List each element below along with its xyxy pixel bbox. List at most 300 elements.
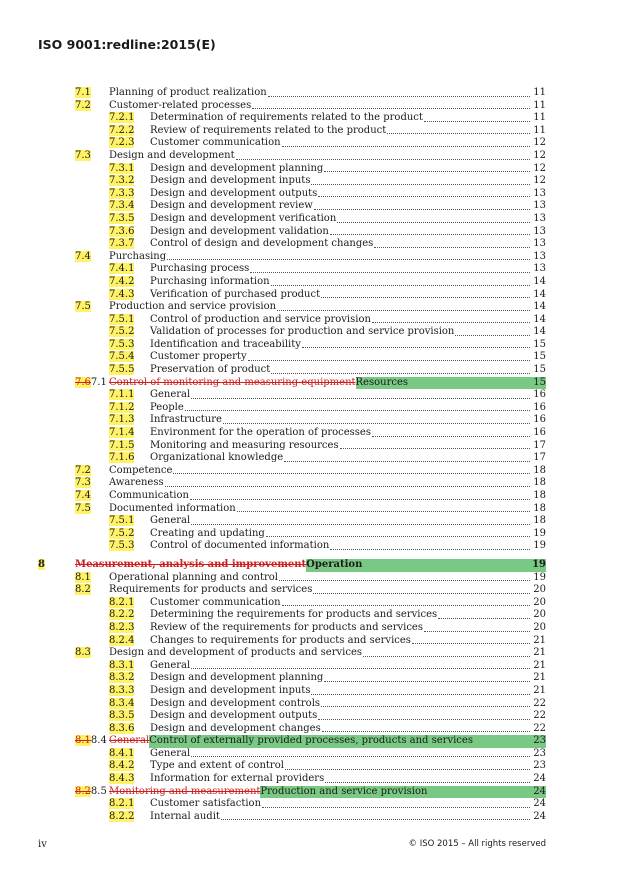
dot-leader — [311, 694, 530, 695]
section-number: 7.5.1 — [109, 313, 135, 325]
toc-entry[interactable] — [0, 226, 620, 239]
section-title: Customer communication — [150, 596, 281, 608]
page-number: 23 — [533, 760, 546, 772]
section-title: Determination of requirements related to the product — [150, 112, 423, 124]
section-number: 7.3.5 — [109, 212, 135, 224]
section-number: 7.3.7 — [109, 238, 135, 250]
dot-leader — [318, 719, 530, 720]
dot-leader — [248, 360, 531, 361]
dot-leader — [330, 234, 530, 235]
toc-entry-number — [109, 339, 134, 352]
toc-entry[interactable] — [0, 647, 620, 660]
toc-entry-number — [109, 188, 134, 201]
dot-leader — [313, 593, 530, 594]
toc-entry-number — [75, 572, 91, 585]
page-number: iv — [38, 839, 47, 850]
toc-entry-number — [75, 465, 91, 478]
deleted-section-number: 8.1 — [75, 735, 91, 747]
toc-entry[interactable] — [0, 175, 620, 188]
page-number: 13 — [533, 263, 546, 275]
toc-entry-title — [150, 339, 546, 352]
dot-leader — [191, 398, 530, 399]
toc-entry[interactable] — [0, 798, 620, 811]
dot-leader — [185, 410, 531, 411]
section-title: Design and development planning — [150, 162, 324, 174]
section-number: 8.3.6 — [109, 722, 135, 734]
section-title: Design and development planning — [150, 672, 324, 684]
page-number: 21 — [533, 634, 546, 646]
page-number: 16 — [533, 414, 546, 426]
toc-entry[interactable] — [0, 87, 620, 100]
dot-leader — [372, 322, 530, 323]
section-number: 8.2.2 — [109, 609, 135, 621]
page-number: 24 — [533, 785, 546, 797]
toc-entry-number — [109, 125, 134, 138]
toc-entry[interactable] — [0, 452, 620, 465]
toc-entry[interactable] — [0, 364, 620, 377]
dot-leader — [282, 605, 531, 606]
toc-entry-title — [150, 760, 546, 773]
page-number: 20 — [533, 609, 546, 621]
inserted-title: Operation — [306, 558, 363, 570]
toc-entry-title — [150, 635, 546, 648]
toc-entry-number — [109, 748, 134, 761]
section-title: Design and development validation — [150, 225, 329, 237]
page-number: 23 — [533, 735, 546, 747]
toc-entry-title — [109, 735, 546, 748]
toc-entry[interactable] — [0, 100, 620, 113]
section-number: 7.4 — [75, 250, 91, 262]
toc-entry-title — [150, 276, 546, 289]
toc-entry-title — [150, 326, 546, 339]
page-number: 13 — [533, 212, 546, 224]
section-title: Design and development controls — [150, 697, 321, 709]
dot-leader — [322, 731, 531, 732]
inserted-title: Resources — [355, 376, 409, 388]
section-title: Preservation of product — [150, 364, 271, 376]
dot-leader — [455, 335, 530, 336]
section-number: 7.3.3 — [109, 187, 135, 199]
section-title: Design and development changes — [150, 722, 321, 734]
toc-entry-title — [150, 188, 546, 201]
section-number: 7.3.4 — [109, 200, 135, 212]
toc-entry-number — [109, 698, 134, 711]
toc-entry[interactable] — [0, 188, 620, 201]
toc-entry-number — [109, 672, 134, 685]
section-number: 8.4.1 — [109, 747, 135, 759]
page-number: 21 — [533, 647, 546, 659]
toc-entry-title — [150, 125, 546, 138]
page-number: 15 — [533, 376, 546, 388]
section-title: General — [150, 515, 191, 527]
section-number: 7.2 — [75, 464, 91, 476]
toc-entry-number — [75, 251, 91, 264]
section-number: 7.2 — [75, 99, 91, 111]
page-number: 19 — [533, 571, 546, 583]
toc-entry[interactable] — [0, 200, 620, 213]
section-title: General — [150, 747, 191, 759]
toc-entry[interactable] — [0, 414, 620, 427]
dot-leader — [250, 272, 530, 273]
section-title: Determining the requirements for products and services — [150, 609, 438, 621]
toc-entry[interactable] — [0, 377, 620, 390]
dot-leader — [424, 631, 530, 632]
toc-entry-title — [150, 710, 546, 723]
section-number: 7.1.6 — [109, 452, 135, 464]
dot-leader — [324, 171, 530, 172]
page-number: 14 — [533, 301, 546, 313]
toc-entry[interactable] — [0, 760, 620, 773]
section-number: 7.1.4 — [109, 427, 135, 439]
toc-entry[interactable] — [0, 609, 620, 622]
toc-entry-number — [109, 773, 134, 786]
page-number: 13 — [533, 238, 546, 250]
section-title: Documented information — [109, 502, 236, 514]
toc-entry[interactable] — [0, 503, 620, 516]
section-title: General — [150, 659, 191, 671]
toc-entry-number — [109, 609, 134, 622]
toc-entry-title — [150, 213, 546, 226]
section-number: 7.1.3 — [109, 414, 135, 426]
section-number: 7.1.2 — [109, 401, 135, 413]
toc-entry-title — [150, 622, 546, 635]
section-title: Control of documented information — [150, 540, 330, 552]
toc-entry-title — [150, 175, 546, 188]
section-number: 7.5.5 — [109, 364, 135, 376]
toc-entry[interactable] — [0, 723, 620, 736]
section-number: 8.1 — [75, 571, 91, 583]
toc-entry-number — [75, 786, 107, 799]
section-number: 8.2.2 — [109, 810, 135, 822]
toc-entry-title — [150, 402, 546, 415]
toc-entry[interactable] — [0, 477, 620, 490]
toc-entry[interactable] — [0, 622, 620, 635]
dot-leader — [271, 373, 530, 374]
dot-leader — [262, 807, 530, 808]
deleted-title: Measurement, analysis and improvement — [75, 558, 307, 570]
toc-entry-title — [150, 773, 546, 786]
toc-entry[interactable] — [0, 597, 620, 610]
toc-entry-title — [109, 87, 546, 100]
section-number: 7.5.2 — [109, 527, 135, 539]
toc-entry[interactable] — [0, 301, 620, 314]
toc-entry-number — [38, 559, 45, 572]
toc-entry-number — [109, 402, 134, 415]
toc-entry-title — [150, 798, 546, 811]
toc-entry[interactable] — [0, 251, 620, 264]
toc-entry-title — [150, 414, 546, 427]
page-number: 23 — [533, 747, 546, 759]
toc-entry[interactable] — [0, 572, 620, 585]
toc-entry-title — [150, 698, 546, 711]
toc-entry[interactable] — [0, 263, 620, 276]
toc-entry-number — [109, 427, 134, 440]
toc-entry-title — [150, 440, 546, 453]
toc-entry[interactable] — [0, 389, 620, 402]
page-number: 21 — [533, 672, 546, 684]
dot-leader — [191, 668, 530, 669]
toc-entry[interactable] — [0, 427, 620, 440]
toc-entry[interactable] — [0, 811, 620, 824]
section-title: Customer communication — [150, 137, 281, 149]
dot-leader — [236, 159, 531, 160]
toc-entry[interactable] — [0, 685, 620, 698]
section-number: 7.4.1 — [109, 263, 135, 275]
toc-entry-number — [109, 364, 134, 377]
section-title: Design and development outputs — [150, 710, 318, 722]
section-title: Design and development review — [150, 200, 313, 212]
section-number: 7.1.1 — [109, 389, 135, 401]
section-title: Requirements for products and services — [109, 584, 313, 596]
section-title: Monitoring and measuring resources — [150, 439, 339, 451]
section-title: Design and development outputs — [150, 187, 318, 199]
section-number: 8.2.1 — [109, 798, 135, 810]
section-title: Planning of product realization — [109, 87, 267, 98]
toc-entry-number — [109, 660, 134, 673]
section-number: 8.3.2 — [109, 672, 135, 684]
page-number: 11 — [533, 99, 546, 111]
section-number: 8.4.3 — [109, 773, 135, 785]
table-of-contents — [0, 87, 620, 823]
dot-leader — [337, 222, 530, 223]
page-number: 18 — [533, 515, 546, 527]
toc-entry[interactable] — [0, 163, 620, 176]
toc-entry[interactable] — [0, 440, 620, 453]
section-number: 8.3.5 — [109, 710, 135, 722]
toc-entry-title — [109, 647, 546, 660]
section-title: Type and extent of control — [150, 760, 284, 772]
toc-entry-number — [75, 301, 91, 314]
toc-entry[interactable] — [0, 786, 620, 799]
toc-entry[interactable] — [0, 326, 620, 339]
toc-entry-title — [109, 786, 546, 799]
page-number: 22 — [533, 710, 546, 722]
toc-entry-number — [75, 477, 91, 490]
page-number: 18 — [533, 490, 546, 501]
dot-leader — [167, 259, 530, 260]
dot-leader — [279, 580, 530, 581]
page-number: 17 — [533, 439, 546, 451]
inserted-section-number: 8.5 — [90, 785, 107, 797]
section-number: 8 — [38, 558, 45, 570]
section-number: 7.3.1 — [109, 162, 135, 174]
toc-entry[interactable] — [0, 402, 620, 415]
dot-leader — [311, 184, 530, 185]
toc-entry-title — [109, 584, 546, 597]
toc-entry[interactable] — [0, 465, 620, 478]
page-number: 16 — [533, 427, 546, 439]
dot-leader — [372, 436, 530, 437]
inserted-title: Production and service provision — [260, 785, 428, 797]
deleted-section-number: 7.6 — [75, 376, 91, 388]
section-title: Awareness — [109, 477, 164, 489]
dot-leader — [237, 511, 531, 512]
page-number: 18 — [533, 502, 546, 514]
page-number: 22 — [533, 697, 546, 709]
section-title: Operational planning and control — [109, 571, 278, 583]
deleted-section-number: 8.2 — [75, 785, 91, 797]
toc-entry-title — [150, 351, 546, 364]
section-title: Communication — [109, 490, 189, 501]
page-number: 13 — [533, 250, 546, 262]
section-title: Creating and updating — [150, 527, 265, 539]
toc-entry[interactable] — [0, 137, 620, 150]
section-title: Purchasing — [109, 250, 167, 262]
toc-entry-number — [109, 710, 134, 723]
toc-entry-number — [109, 263, 134, 276]
toc-entry[interactable] — [0, 276, 620, 289]
section-number: 8.4.2 — [109, 760, 135, 772]
page-number: 20 — [533, 584, 546, 596]
toc-entry-title — [150, 200, 546, 213]
toc-entry[interactable] — [0, 339, 620, 352]
page-number: 21 — [533, 684, 546, 696]
toc-entry[interactable] — [0, 540, 620, 553]
document-header: ISO 9001:redline:2015(E) — [38, 37, 216, 52]
dot-leader — [271, 285, 531, 286]
section-number: 7.3.2 — [109, 175, 135, 187]
dot-leader — [387, 133, 530, 134]
toc-entry[interactable] — [0, 559, 620, 572]
toc-entry-number — [75, 150, 91, 163]
section-number: 8.3 — [75, 647, 91, 659]
section-title: Purchasing information — [150, 275, 270, 287]
toc-entry-number — [109, 389, 134, 402]
toc-entry[interactable] — [0, 125, 620, 138]
toc-entry[interactable] — [0, 748, 620, 761]
page-number: 17 — [533, 452, 546, 464]
copyright-notice: © ISO 2015 – All rights reserved — [408, 839, 546, 849]
toc-entry[interactable] — [0, 213, 620, 226]
toc-entry[interactable] — [0, 351, 620, 364]
toc-entry-number — [109, 622, 134, 635]
section-number: 7.2.1 — [109, 112, 135, 124]
toc-entry[interactable] — [0, 238, 620, 251]
page-number: 14 — [533, 288, 546, 300]
dot-leader — [321, 297, 530, 298]
toc-entry-number — [109, 226, 134, 239]
dot-leader — [438, 618, 530, 619]
inserted-section-number: 7.1 — [90, 376, 107, 388]
toc-entry-number — [75, 584, 91, 597]
section-number: 7.3.6 — [109, 225, 135, 237]
toc-entry-title — [75, 559, 546, 572]
toc-entry-number — [109, 515, 134, 528]
toc-entry[interactable] — [0, 490, 620, 503]
toc-entry-number — [109, 314, 134, 327]
section-number: 7.1.5 — [109, 439, 135, 451]
toc-entry-number — [109, 200, 134, 213]
inserted-section-number: 8.4 — [90, 735, 107, 747]
toc-entry[interactable] — [0, 735, 620, 748]
section-title: Internal audit — [150, 810, 220, 822]
toc-entry[interactable] — [0, 672, 620, 685]
toc-entry[interactable] — [0, 314, 620, 327]
toc-entry-number — [109, 276, 134, 289]
toc-entry-title — [150, 515, 546, 528]
section-title: People — [150, 401, 184, 413]
page-number: 18 — [533, 464, 546, 476]
page-number: 11 — [533, 112, 546, 124]
toc-entry-number — [109, 112, 134, 125]
toc-entry[interactable] — [0, 710, 620, 723]
section-title: Infrastructure — [150, 414, 222, 426]
page-number: 20 — [533, 596, 546, 608]
toc-entry[interactable] — [0, 773, 620, 786]
toc-entry-title — [150, 540, 546, 553]
deleted-title: Control of monitoring and measuring equipment — [109, 376, 356, 388]
page-number: 24 — [533, 810, 546, 822]
page-number: 20 — [533, 621, 546, 633]
toc-entry-title — [109, 572, 546, 585]
toc-entry-title — [109, 100, 546, 113]
section-title: Design and development verification — [150, 212, 337, 224]
section-number: 7.3 — [75, 477, 91, 489]
toc-entry[interactable] — [0, 289, 620, 302]
toc-entry-number — [75, 503, 91, 516]
section-title: Design and development inputs — [150, 684, 311, 696]
dot-leader — [374, 247, 530, 248]
dot-leader — [165, 486, 531, 487]
section-title: Validation of processes for production and service provision — [150, 326, 455, 338]
section-title: Competence — [109, 464, 173, 476]
dot-leader — [412, 643, 530, 644]
toc-entry-title — [150, 452, 546, 465]
toc-entry-title — [150, 289, 546, 302]
toc-entry[interactable] — [0, 635, 620, 648]
toc-entry-title — [150, 427, 546, 440]
section-title: Design and development — [109, 149, 235, 161]
dot-leader — [266, 536, 530, 537]
section-number: 7.5.3 — [109, 338, 135, 350]
toc-entry-title — [150, 238, 546, 251]
section-number: 7.5.4 — [109, 351, 135, 363]
toc-entry[interactable] — [0, 660, 620, 673]
section-title: Production and service provision — [109, 301, 277, 313]
toc-entry[interactable] — [0, 150, 620, 163]
toc-entry-number — [109, 811, 134, 824]
section-title: Design and development of products and services — [109, 647, 362, 659]
dot-leader — [314, 209, 530, 210]
toc-entry[interactable] — [0, 112, 620, 125]
toc-entry[interactable] — [0, 698, 620, 711]
toc-entry[interactable] — [0, 515, 620, 528]
section-title: Customer property — [150, 351, 247, 363]
page-number: 15 — [533, 351, 546, 363]
page-number: 13 — [533, 200, 546, 212]
page-number: 18 — [533, 477, 546, 489]
section-number: 7.1 — [75, 87, 91, 98]
toc-entry[interactable] — [0, 528, 620, 541]
section-number: 8.2 — [75, 584, 91, 596]
page-number: 21 — [533, 659, 546, 671]
toc-entry-number — [109, 440, 134, 453]
section-number: 7.2.3 — [109, 137, 135, 149]
toc-entry-title — [109, 477, 546, 490]
toc-entry-number — [109, 540, 134, 553]
page-number: 13 — [533, 225, 546, 237]
toc-entry-title — [150, 226, 546, 239]
toc-entry-number — [75, 647, 91, 660]
toc-entry-title — [150, 597, 546, 610]
dot-leader — [302, 347, 530, 348]
page-number: 11 — [533, 87, 546, 98]
toc-entry[interactable] — [0, 584, 620, 597]
page-number: 24 — [533, 773, 546, 785]
toc-entry-number — [109, 597, 134, 610]
dot-leader — [223, 423, 530, 424]
page-number: 14 — [533, 326, 546, 338]
